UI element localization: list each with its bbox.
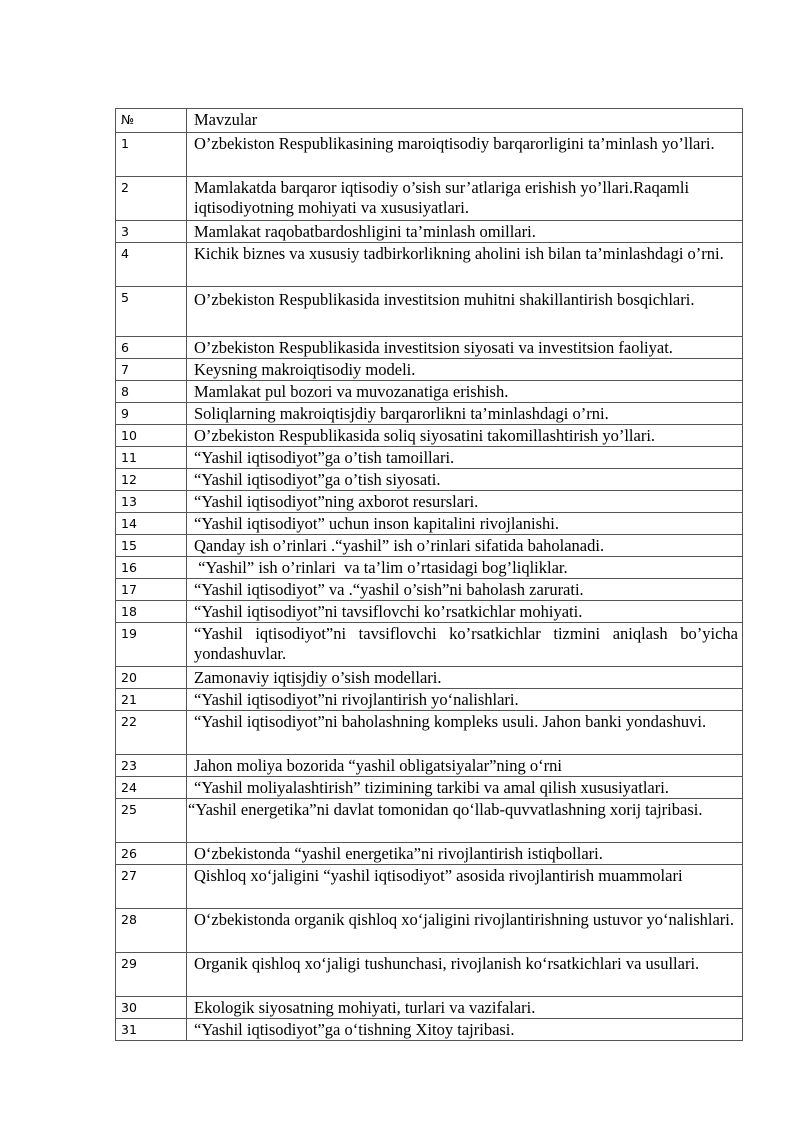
row-number: 19 — [116, 623, 187, 667]
row-number: 23 — [116, 755, 187, 777]
row-number: 25 — [116, 799, 187, 843]
table-row — [116, 403, 743, 425]
row-number: 10 — [116, 425, 187, 447]
row-topic: “Yashil iqtisodiyot” va .“yashil o’sish”ni baholash zarurati. — [187, 579, 743, 601]
row-number: 7 — [116, 359, 187, 381]
row-topic: “Yashil energetika”ni davlat tomonidan qo‘llab-quvvatlashning xorij tajribasi. — [187, 799, 743, 843]
row-topic: O’zbekiston Respublikasining maroiqtisodiy barqarorligini ta’minlash yo’llari. — [187, 133, 743, 177]
row-number: 11 — [116, 447, 187, 469]
row-topic: Mamlakat pul bozori va muvozanatiga erishish. — [187, 381, 743, 403]
row-topic: Ekologik siyosatning mohiyati, turlari va vazifalari. — [187, 997, 743, 1019]
row-number: 20 — [116, 667, 187, 689]
table-row — [116, 557, 743, 579]
row-topic: “Yashil moliyalashtirish” tizimining tarkibi va amal qilish xususiyatlari. — [187, 777, 743, 799]
row-number: 14 — [116, 513, 187, 535]
table-row — [116, 381, 743, 403]
table-row — [116, 513, 743, 535]
row-number: 4 — [116, 243, 187, 287]
row-topic: “Yashil iqtisodiyot”ni rivojlantirish yo‘nalishlari. — [187, 689, 743, 711]
table-row — [116, 425, 743, 447]
row-number: 28 — [116, 909, 187, 953]
row-number: 29 — [116, 953, 187, 997]
row-number: 31 — [116, 1019, 187, 1041]
row-topic: Zamonaviy iqtisjdiy o’sish modellari. — [187, 667, 743, 689]
row-number: 30 — [116, 997, 187, 1019]
topics-table — [115, 108, 743, 1041]
table-row — [116, 777, 743, 799]
table-row — [116, 469, 743, 491]
header-topic: Mavzular — [187, 109, 743, 133]
row-topic: Mamlakatda barqaror iqtisodiy o’sish sur’atlariga erishish yo’llari.Raqamli iqtisodiyotning mohiyati va xususiyatlari. — [187, 177, 743, 221]
row-number: 8 — [116, 381, 187, 403]
row-topic: “Yashil iqtisodiyot”ga o‘tishning Xitoy tajribasi. — [187, 1019, 743, 1041]
table-row — [116, 177, 743, 221]
row-number: 6 — [116, 337, 187, 359]
row-topic: “Yashil iqtisodiyot”ni tavsiflovchi ko’rsatkichlar tizmini aniqlash bo’yicha yondashuvlar. — [187, 623, 743, 667]
table-row — [116, 447, 743, 469]
table-row — [116, 909, 743, 953]
row-topic: Jahon moliya bozorida “yashil obligatsiyalar”ning o‘rni — [187, 755, 743, 777]
table-row — [116, 535, 743, 557]
header-number: № — [116, 109, 187, 133]
row-topic: “Yashil” ish o’rinlari va ta’lim o’rtasidagi bog’liqliklar. — [187, 557, 743, 579]
row-topic: Keysning makroiqtisodiy modeli. — [187, 359, 743, 381]
row-topic: O‘zbekistonda organik qishloq xo‘jaligini rivojlantirishning ustuvor yo‘nalishlari. — [187, 909, 743, 953]
row-number: 24 — [116, 777, 187, 799]
row-topic: O‘zbekistonda “yashil energetika”ni rivojlantirish istiqbollari. — [187, 843, 743, 865]
row-number: 22 — [116, 711, 187, 755]
table-row — [116, 711, 743, 755]
row-number: 13 — [116, 491, 187, 513]
row-number: 5 — [116, 287, 187, 337]
table-row — [116, 243, 743, 287]
table-header-row — [116, 109, 743, 133]
row-number: 2 — [116, 177, 187, 221]
row-topic: Qanday ish o’rinlari .“yashil” ish o’rinlari sifatida baholanadi. — [187, 535, 743, 557]
table-row — [116, 623, 743, 667]
row-topic: O’zbekiston Respublikasida soliq siyosatini takomillashtirish yo’llari. — [187, 425, 743, 447]
row-number: 17 — [116, 579, 187, 601]
table-row — [116, 755, 743, 777]
table-row — [116, 359, 743, 381]
table-row — [116, 601, 743, 623]
row-topic: “Yashil iqtisodiyot”ga o’tish tamoillari. — [187, 447, 743, 469]
table-row — [116, 337, 743, 359]
row-number: 18 — [116, 601, 187, 623]
table-row — [116, 221, 743, 243]
row-topic: Soliqlarning makroiqtisjdiy barqarorlikni ta’minlashdagi o’rni. — [187, 403, 743, 425]
row-number: 12 — [116, 469, 187, 491]
table-row — [116, 667, 743, 689]
row-topic: Mamlakat raqobatbardoshligini ta’minlash omillari. — [187, 221, 743, 243]
table-row — [116, 953, 743, 997]
table-row — [116, 287, 743, 337]
row-topic: O’zbekiston Respublikasida investitsion muhitni shakillantirish bosqichlari. — [187, 287, 743, 337]
table-row — [116, 579, 743, 601]
table-row — [116, 843, 743, 865]
row-number: 1 — [116, 133, 187, 177]
table-row — [116, 133, 743, 177]
row-number: 9 — [116, 403, 187, 425]
row-topic: Kichik biznes va xususiy tadbirkorlikning aholini ish bilan ta’minlashdagi o’rni. — [187, 243, 743, 287]
row-topic: “Yashil iqtisodiyot”ni tavsiflovchi ko’rsatkichlar mohiyati. — [187, 601, 743, 623]
row-topic: “Yashil iqtisodiyot” uchun inson kapitalini rivojlanishi. — [187, 513, 743, 535]
table-row — [116, 799, 743, 843]
row-topic: “Yashil iqtisodiyot”ga o’tish siyosati. — [187, 469, 743, 491]
row-number: 15 — [116, 535, 187, 557]
row-number: 21 — [116, 689, 187, 711]
table-row — [116, 865, 743, 909]
table-row — [116, 689, 743, 711]
table-row — [116, 1019, 743, 1041]
row-number: 26 — [116, 843, 187, 865]
row-topic: Organik qishloq xo‘jaligi tushunchasi, rivojlanish ko‘rsatkichlari va usullari. — [187, 953, 743, 997]
row-number: 27 — [116, 865, 187, 909]
row-number: 16 — [116, 557, 187, 579]
row-topic: “Yashil iqtisodiyot”ni baholashning kompleks usuli. Jahon banki yondashuvi. — [187, 711, 743, 755]
row-topic: “Yashil iqtisodiyot”ning axborot resurslari. — [187, 491, 743, 513]
table-row — [116, 491, 743, 513]
table-row — [116, 997, 743, 1019]
row-topic: Qishloq xo‘jaligini “yashil iqtisodiyot” asosida rivojlantirish muammolari — [187, 865, 743, 909]
row-number: 3 — [116, 221, 187, 243]
row-topic: O’zbekiston Respublikasida investitsion siyosati va investitsion faoliyat. — [187, 337, 743, 359]
